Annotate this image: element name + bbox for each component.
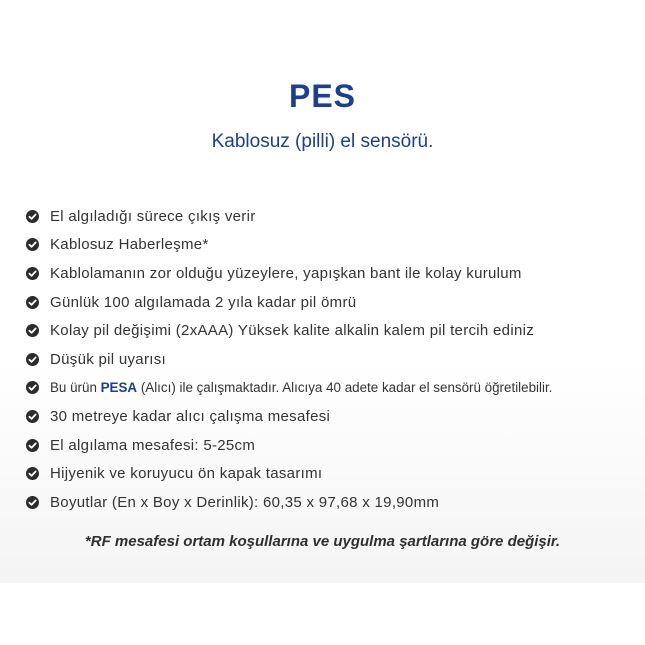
feature-item: [26, 288, 552, 317]
check-circle-icon: [26, 210, 39, 223]
feature-text: Düşük pil uyarısı: [50, 350, 166, 368]
feature-item: [26, 374, 552, 403]
feature-text: Hijyenik ve koruyucu ön kapak tasarımı: [50, 465, 323, 483]
check-circle-icon: [26, 467, 39, 480]
feature-text: Günlük 100 algılamada 2 yıla kadar pil ömrü: [50, 293, 357, 311]
feature-item: [26, 459, 552, 488]
feature-text: El algılama mesafesi: 5-25cm: [50, 436, 256, 454]
check-circle-icon: [26, 353, 39, 366]
feature-item: [26, 488, 552, 517]
feature-text-prefix: Bu ürün: [50, 380, 101, 396]
feature-text: Boyutlar (En x Boy x Derinlik): 60,35 x 97,68 x 19,90mm: [50, 493, 440, 511]
check-circle-icon: [26, 324, 39, 337]
check-circle-icon: [26, 410, 39, 423]
feature-text: Kablosuz Haberleşme*: [50, 236, 209, 254]
check-circle-icon: [26, 296, 39, 309]
page-subtitle: Kablosuz (pilli) el sensörü.: [211, 131, 434, 152]
feature-list: [26, 202, 552, 517]
feature-text: Kolay pil değişimi (2xAAA) Yüksek kalite alkalin kalem pil tercih ediniz: [50, 322, 535, 340]
feature-item: [26, 259, 552, 288]
feature-item: [26, 431, 552, 460]
feature-text-suffix: (Alıcı) ile çalışmaktadır. Alıcıya 40 adete kadar el sensörü öğretilebilir.: [137, 380, 553, 396]
check-circle-icon: [26, 439, 39, 452]
feature-text: El algıladığı sürece çıkış verir: [50, 207, 256, 225]
check-circle-icon: [26, 267, 39, 280]
feature-text: 30 metreye kadar alıcı çalışma mesafesi: [50, 407, 331, 425]
check-circle-icon: [26, 496, 39, 509]
check-circle-icon: [26, 381, 39, 394]
feature-text: [50, 380, 552, 395]
feature-item: [26, 316, 552, 345]
feature-item: [26, 202, 552, 231]
product-highlight: PESA: [100, 380, 138, 396]
feature-item: [26, 345, 552, 374]
footnote: *RF mesafesi ortam koşullarına ve uygulma şartlarına göre değişir.: [84, 533, 561, 550]
page-title: PES: [288, 78, 357, 114]
feature-item: [26, 231, 552, 260]
feature-item: [26, 402, 552, 431]
feature-text: Kablolamanın zor olduğu yüzeylere, yapışkan bant ile kolay kurulum: [50, 264, 522, 282]
check-circle-icon: [26, 238, 39, 251]
